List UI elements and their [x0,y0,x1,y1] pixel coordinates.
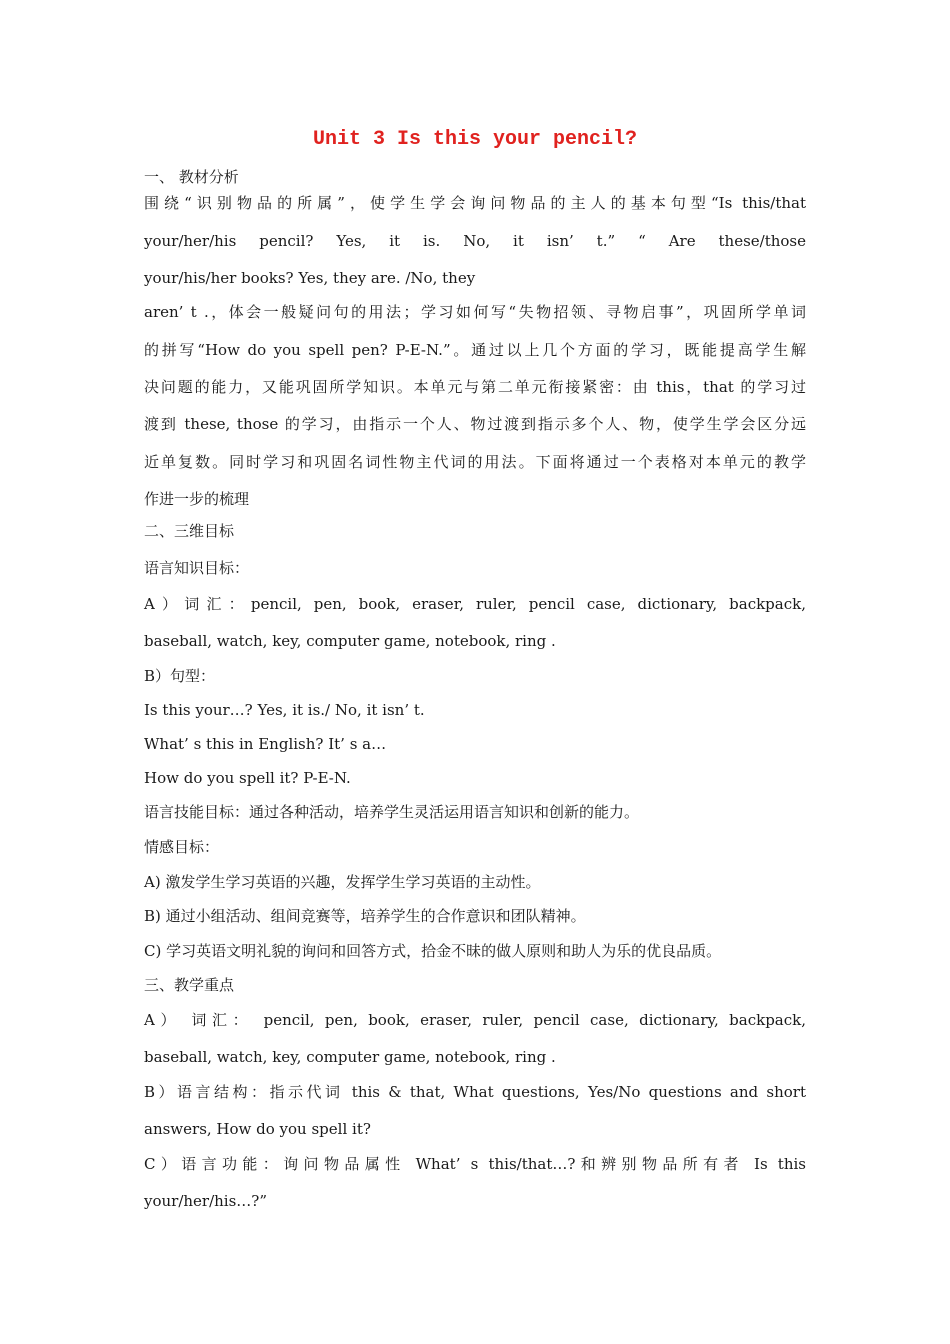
paragraph-line: B）语言结构：指示代词 this & that, What questions, Yes/No questions and short [144,1083,806,1101]
page-title: Unit 3 Is this your pencil? [312,128,638,151]
paragraph-line: 渡到 these, those 的学习，由指示一个人、物过渡到指示多个人、物，使学生学会区分远 [144,415,806,433]
subheading: 语言知识目标： [144,559,250,577]
subheading: B）句型： [144,667,216,685]
sentence-pattern: What’ s this in English? It’ s a… [144,735,387,753]
section-heading-3: 三、教学重点 [144,976,235,994]
vocab-line: A）词汇：pencil, pen, book, eraser, ruler, pencil case, dictionary, backpack, [144,595,806,613]
paragraph-line: 决问题的能力，又能巩固所学知识。本单元与第二单元衔接紧密：由 this，that 的学习过 [144,378,806,396]
paragraph-line: 的拼写“How do you spell pen? P-E-N.”。通过以上几个方面的学习，既能提高学生解 [144,341,806,359]
paragraph-line: B) 通过小组活动、组间竞赛等，培养学生的合作意识和团队精神。 [144,907,586,925]
sentence-pattern: How do you spell it? P-E-N. [144,769,351,787]
paragraph-line: 围绕“识别物品的所属”，使学生学会询问物品的主人的基本句型“Is this/that [144,194,806,212]
subheading: 情感目标： [144,838,220,856]
paragraph-line: your/his/her books? Yes, they are. /No, they [144,269,476,287]
paragraph-line: your/her/his…?” [144,1192,268,1210]
paragraph-line: answers, How do you spell it? [144,1120,371,1138]
section-heading-2: 二、三维目标 [144,522,235,540]
paragraph-line: aren’ t .，体会一般疑问句的用法；学习如何写“失物招领、寻物启事”，巩固所学单词 [144,303,806,321]
paragraph-line: 语言技能目标：通过各种活动，培养学生灵活运用语言知识和创新的能力。 [144,803,640,821]
sentence-pattern: Is this your…? Yes, it is./ No, it isn’ t. [144,701,425,719]
paragraph-line: 近单复数。同时学习和巩固名词性物主代词的用法。下面将通过一个表格对本单元的教学 [144,453,806,471]
vocab-line: baseball, watch, key, computer game, notebook, ring . [144,1048,556,1066]
paragraph-line: A) 激发学生学习英语的兴趣，发挥学生学习英语的主动性。 [144,873,541,891]
vocab-line: A） 词汇： pencil, pen, book, eraser, ruler, pencil case, dictionary, backpack, [144,1011,806,1029]
section-heading-1: 一、 教材分析 [144,168,239,186]
paragraph-line: 作进一步的梳理 [144,490,250,508]
vocab-line: baseball, watch, key, computer game, notebook, ring . [144,632,556,650]
paragraph-line: C) 学习英语文明礼貌的询问和回答方式，拾金不昧的做人原则和助人为乐的优良品质。 [144,942,722,960]
paragraph-line: your/her/his pencil? Yes, it is. No, it isn’ t.” “ Are these/those [144,232,806,250]
paragraph-line: C）语言功能：询问物品属性 What’ s this/that…?和辨别物品所有者 Is this [144,1155,806,1173]
